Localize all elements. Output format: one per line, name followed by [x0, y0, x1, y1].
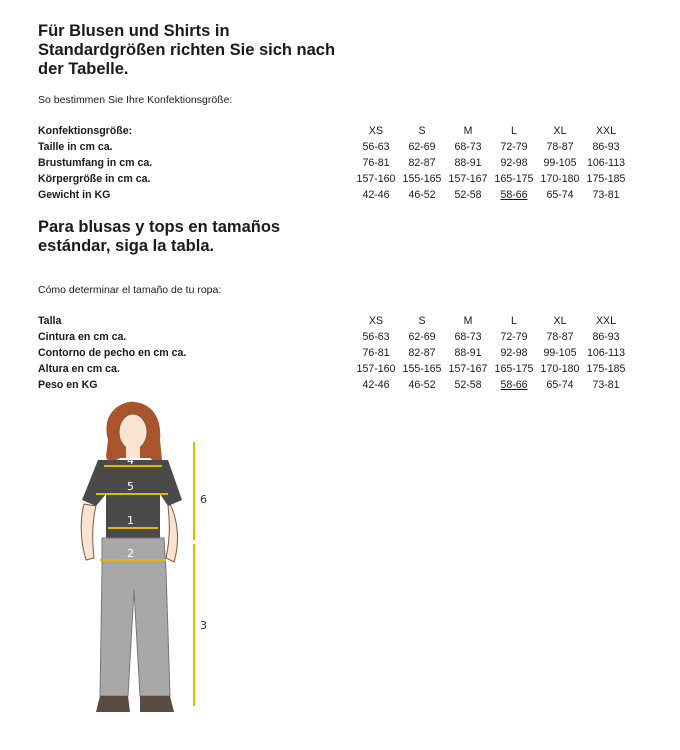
size-table-de-cell: 56-63 — [362, 141, 390, 153]
size-table-es-cell: 106-113 — [586, 347, 626, 359]
size-table-es-cell: 175-185 — [586, 363, 626, 375]
size-table-de-cell: XS — [368, 125, 384, 137]
size-table-de-cell: 78-87 — [546, 141, 574, 153]
size-table-de-cell: 165-175 — [494, 173, 534, 185]
heading-es-line-2: estándar, siga la tabla. — [38, 237, 215, 255]
size-table-de-cell: 82-87 — [408, 157, 436, 169]
marker-2: 2 — [127, 547, 134, 560]
size-table-de-cell: 92-98 — [500, 157, 528, 169]
heading-de — [38, 22, 335, 79]
size-table-de-row-label: Taille in cm ca. — [38, 141, 113, 153]
size-table-de-cell: 86-93 — [592, 141, 620, 153]
right-arm — [166, 504, 177, 562]
size-table-de-cell: 157-160 — [356, 173, 396, 185]
size-table-de-cell: L — [511, 125, 517, 137]
size-table-de-cell: 106-113 — [586, 157, 626, 169]
size-table-de-cell: 73-81 — [592, 189, 620, 201]
left-arm — [81, 504, 96, 560]
size-table-de-row — [38, 187, 628, 203]
size-table-es-cell: 157-167 — [448, 363, 488, 375]
size-table-es-cell: XXL — [595, 315, 617, 327]
pants — [100, 538, 170, 696]
size-table-es-cell: 68-73 — [454, 331, 482, 343]
size-table-de-cell: 46-52 — [408, 189, 436, 201]
size-table-de-cell: 52-58 — [454, 189, 482, 201]
size-table-es-row — [38, 361, 628, 377]
size-table-es-row-label: Altura en cm ca. — [38, 363, 120, 375]
size-table-es-cell: 86-93 — [592, 331, 620, 343]
size-table-de-row — [38, 123, 628, 139]
size-table-es-cell: M — [463, 315, 473, 327]
size-table-de-cell: 76-81 — [362, 157, 390, 169]
size-table-es-row-label: Cintura en cm ca. — [38, 331, 127, 343]
size-table-de-row-label: Konfektionsgröße: — [38, 125, 133, 137]
size-table-es-cell: 155-165 — [402, 363, 442, 375]
size-table-de-cell: 99-105 — [543, 157, 577, 169]
marker-6: 6 — [200, 493, 207, 506]
size-table-es-cell: S — [418, 315, 426, 327]
size-table-es-cell: 72-79 — [500, 331, 528, 343]
size-table-de-cell: 157-167 — [448, 173, 488, 185]
size-table-es-cell: XS — [368, 315, 384, 327]
size-table-de-cell: 65-74 — [546, 189, 574, 201]
marker-1: 1 — [127, 514, 134, 527]
size-table-de-row — [38, 171, 628, 187]
size-table-es-cell: 88-91 — [454, 347, 482, 359]
marker-3: 3 — [200, 619, 207, 632]
size-table-de-row — [38, 155, 628, 171]
size-table-de-cell: S — [418, 125, 426, 137]
size-table-de-cell: XXL — [595, 125, 617, 137]
left-shoe — [96, 696, 130, 712]
heading-de-line-2: Standardgrößen richten Sie sich nach — [38, 41, 336, 59]
heading-es — [38, 218, 280, 256]
size-table-es-cell: 73-81 — [592, 379, 620, 391]
size-table-es-cell: 65-74 — [546, 379, 574, 391]
subheading-de: So bestimmen Sie Ihre Konfektionsgröße: — [38, 94, 233, 106]
size-table-es-cell: 82-87 — [408, 347, 436, 359]
size-table-es-cell: 56-63 — [362, 331, 390, 343]
marker-4: 4 — [127, 454, 134, 467]
size-table-es-cell: 92-98 — [500, 347, 528, 359]
size-table-es-row — [38, 377, 628, 393]
right-shoe — [140, 696, 174, 712]
marker-5: 5 — [127, 480, 134, 493]
size-table-es-row-label: Contorno de pecho en cm ca. — [38, 347, 187, 359]
size-table-de-cell: 88-91 — [454, 157, 482, 169]
size-table-es-cell: 46-52 — [408, 379, 436, 391]
size-table-es-cell: 42-46 — [362, 379, 390, 391]
size-table-de-cell: M — [463, 125, 473, 137]
size-table-es-cell: XL — [553, 315, 567, 327]
size-table-es-cell: L — [511, 315, 517, 327]
size-table-de — [38, 123, 628, 203]
heading-de-line-3: der Tabelle. — [38, 60, 129, 78]
measurement-figure — [70, 400, 250, 730]
size-table-de-row-label: Brustumfang in cm ca. — [38, 157, 153, 169]
heading-de-line-1: Für Blusen und Shirts in — [38, 22, 230, 40]
size-table-es-row — [38, 329, 628, 345]
size-table-es-cell: 76-81 — [362, 347, 390, 359]
size-table-es-row — [38, 313, 628, 329]
face — [119, 414, 147, 450]
size-table-de-cell: XL — [553, 125, 567, 137]
size-table-de-cell: 68-73 — [454, 141, 482, 153]
heading-es-line-1: Para blusas y tops en tamaños — [38, 218, 281, 236]
size-table-de-row-label: Körpergröße in cm ca. — [38, 173, 151, 185]
size-table-de-cell: 58-66 — [500, 189, 528, 201]
size-table-de-cell: 155-165 — [402, 173, 442, 185]
subheading-es: Cómo determinar el tamaño de tu ropa: — [38, 284, 222, 296]
size-table-es-cell: 52-58 — [454, 379, 482, 391]
size-table-es-cell: 99-105 — [543, 347, 577, 359]
size-table-es-cell: 58-66 — [500, 379, 528, 391]
size-table-es — [38, 313, 628, 393]
size-table-de-row — [38, 139, 628, 155]
size-table-es-cell: 78-87 — [546, 331, 574, 343]
size-table-es-row-label: Peso en KG — [38, 379, 98, 391]
size-table-es-cell: 170-180 — [540, 363, 580, 375]
size-table-de-row-label: Gewicht in KG — [38, 189, 111, 201]
size-table-es-cell: 62-69 — [408, 331, 436, 343]
size-table-de-cell: 42-46 — [362, 189, 390, 201]
size-table-es-cell: 157-160 — [356, 363, 396, 375]
size-table-es-row — [38, 345, 628, 361]
size-table-de-cell: 170-180 — [540, 173, 580, 185]
size-table-de-cell: 175-185 — [586, 173, 626, 185]
size-table-de-cell: 62-69 — [408, 141, 436, 153]
size-table-es-cell: 165-175 — [494, 363, 534, 375]
size-table-es-row-label: Talla — [38, 315, 62, 327]
size-table-de-cell: 72-79 — [500, 141, 528, 153]
